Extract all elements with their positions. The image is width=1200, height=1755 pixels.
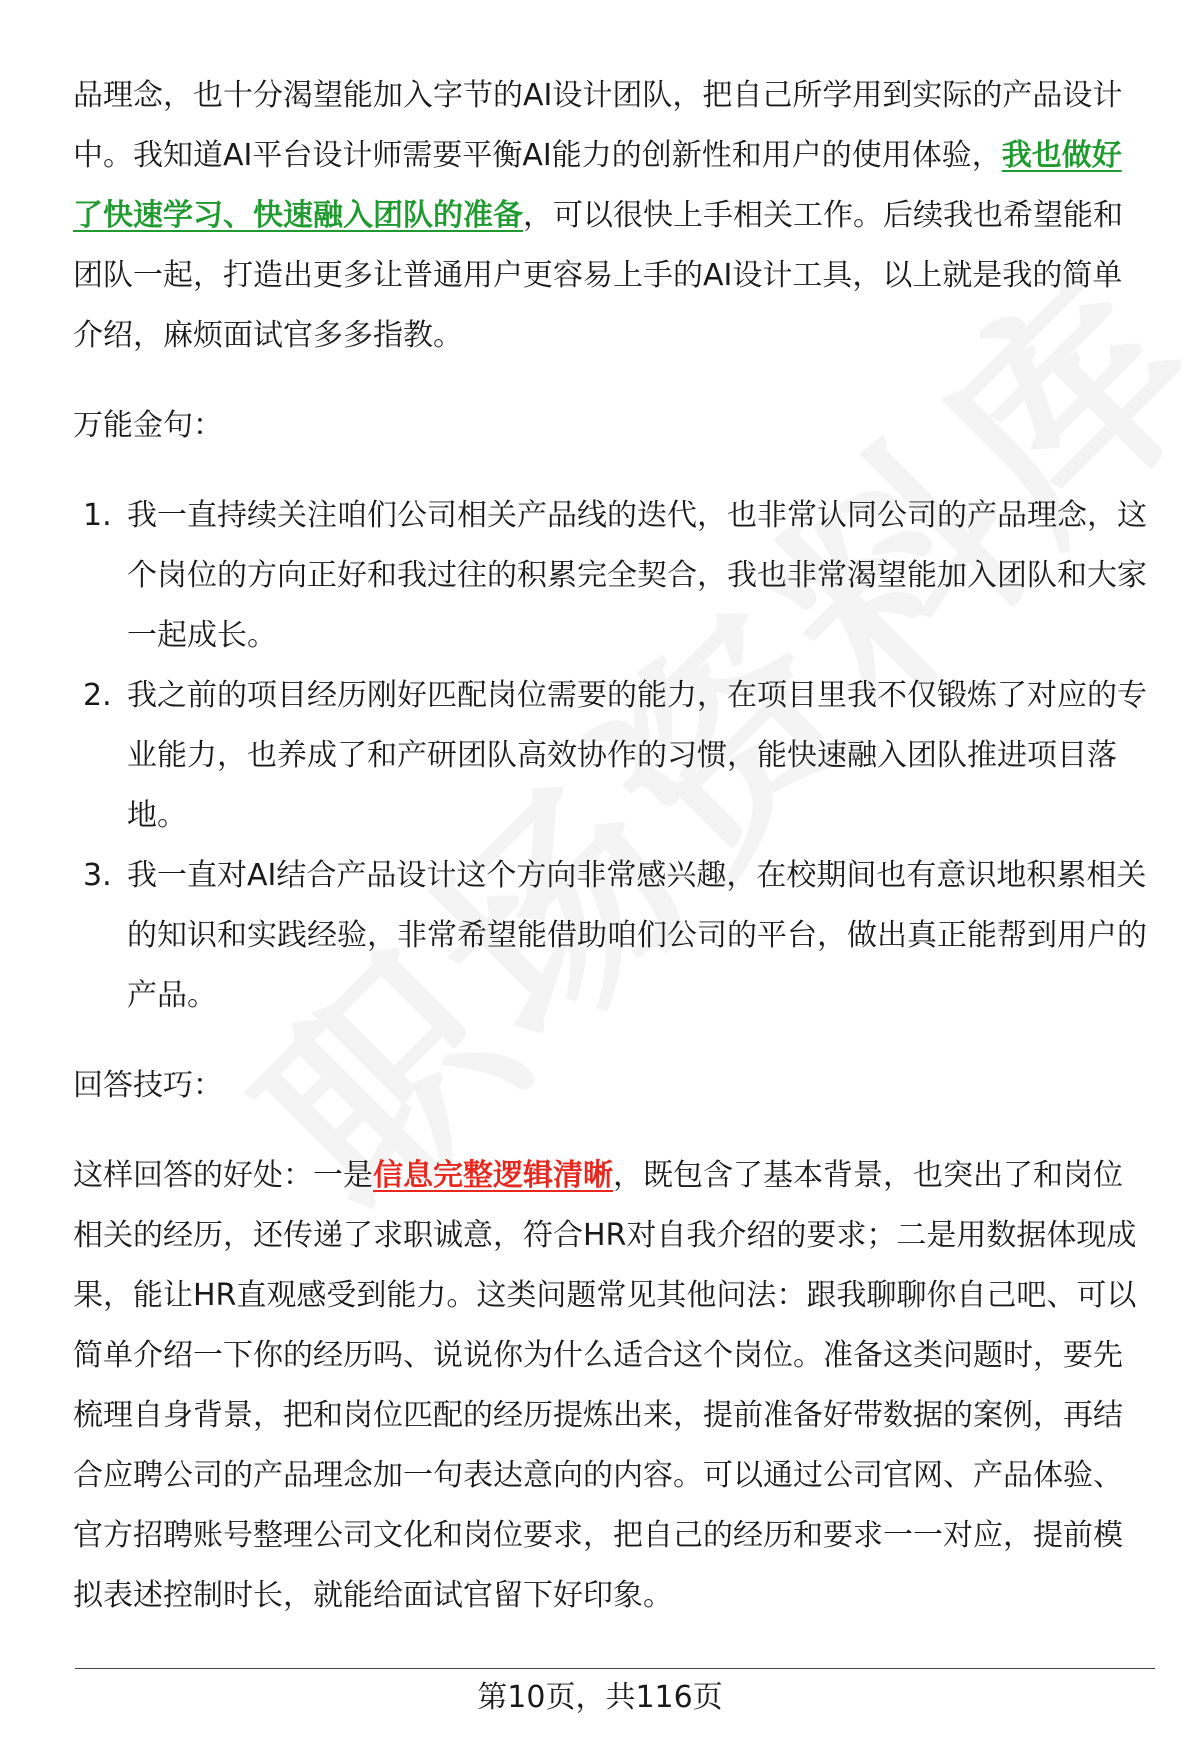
golden-sentences-heading: 万能金句： xyxy=(73,408,223,443)
tips-paragraph xyxy=(73,1146,1148,1626)
intro-highlight: 我也做好了快速学习、快速融入团队的准备 xyxy=(73,138,1122,233)
intro-text-part1: 品理念，也十分渴望能加入字节的AI设计团队，把自己所学用到实际的产品设计中。我知道AI平台设计师需要平衡AI能力的创新性和用户的使用体验， xyxy=(73,78,1123,173)
list-item-text: 我一直对AI结合产品设计这个方向非常感兴趣，在校期间也有意识地积累相关的知识和实践经验，非常希望能借助咱们公司的平台，做出真正能帮到用户的产品。 xyxy=(127,858,1147,1013)
answer-tips-heading: 回答技巧： xyxy=(73,1068,223,1103)
tips-highlight: 信息完整逻辑清晰 xyxy=(373,1158,613,1193)
page-number: 第10页，共116页 xyxy=(477,1680,723,1715)
page-content xyxy=(73,66,1148,1626)
tips-text-part1: 这样回答的好处：一是 xyxy=(73,1158,373,1193)
list-item-number: 2. xyxy=(83,678,112,713)
list-item-number: 3. xyxy=(83,858,112,893)
intro-paragraph xyxy=(73,66,1148,366)
list-item xyxy=(73,846,1148,1026)
list-item-text: 我之前的项目经历刚好匹配岗位需要的能力，在项目里我不仅锻炼了对应的专业能力，也养成了和产研团队高效协作的习惯，能快速融入团队推进项目落地。 xyxy=(127,678,1147,833)
list-item-text: 我一直持续关注咱们公司相关产品线的迭代，也非常认同公司的产品理念，这个岗位的方向正好和我过往的积累完全契合，我也非常渴望能加入团队和大家一起成长。 xyxy=(127,498,1147,653)
tips-text-part2: ，既包含了基本背景，也突出了和岗位相关的经历，还传递了求职诚意，符合HR对自我介绍的要求；二是用数据体现成果，能让HR直观感受到能力。这类问题常见其他问法：跟我聊聊你自己吧、可以简单介绍一下你的经历吗、说说你为什么适合这个岗位。准备这类问题时，要先梳理自身背景，把和岗位匹配的经历提炼出来，提前准备好带数据的案例，再结合应聘公司的产品理念加一句表达意向的内容。可以通过公司官网、产品体验、官方招聘账号整理公司文化和岗位要求，把自己的经历和要求一一对应，提前模拟表述控制时长，就能给面试官留下好印象。 xyxy=(73,1158,1137,1613)
golden-sentences-list xyxy=(73,486,1148,1026)
intro-text-part2: ，可以很快上手相关工作。后续我也希望能和团队一起，打造出更多让普通用户更容易上手的AI设计工具，以上就是我的简单介绍，麻烦面试官多多指教。 xyxy=(73,198,1123,353)
list-item-number: 1. xyxy=(83,498,112,533)
list-item xyxy=(73,666,1148,846)
footer-divider xyxy=(75,1668,1155,1669)
list-item xyxy=(73,486,1148,666)
